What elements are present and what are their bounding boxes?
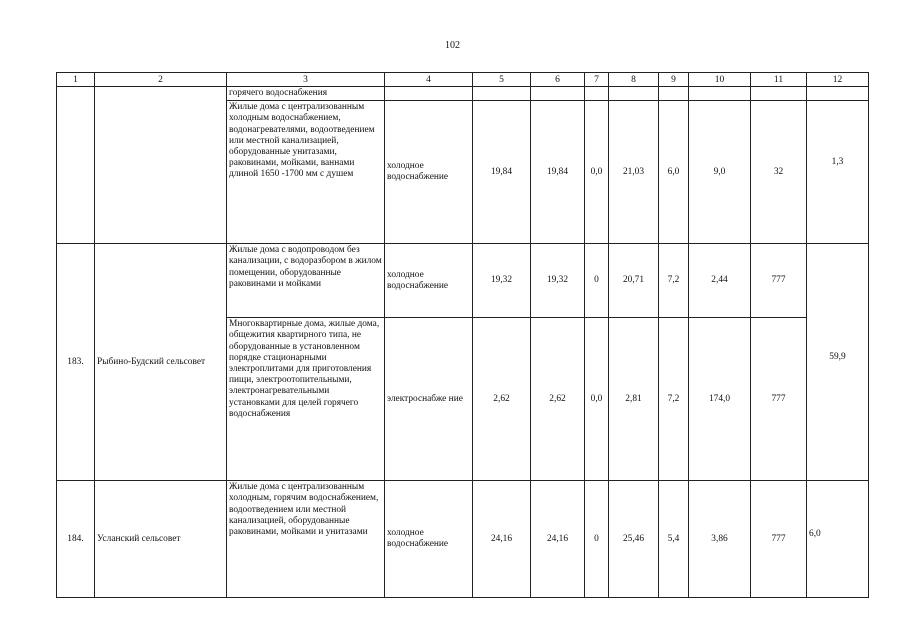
housing-description: горячего водоснабжения <box>227 87 385 101</box>
value-cell: 24,16 <box>473 481 531 598</box>
col-number-2: 2 <box>95 73 227 87</box>
col-number-5: 5 <box>473 73 531 87</box>
value-cell: 777 <box>751 318 807 481</box>
settlement-name: Рыбино-Будский сельсовет <box>95 244 227 481</box>
value-cell: 25,46 <box>609 481 659 598</box>
column-number-row <box>57 73 869 87</box>
row-number: 184. <box>57 481 95 598</box>
service-type: холодное водоснабжение <box>385 101 473 244</box>
service-type: холодное водоснабжение <box>385 244 473 318</box>
value-cell: 0,0 <box>585 101 609 244</box>
row-number-cell <box>57 87 95 244</box>
value-cell: 21,03 <box>609 101 659 244</box>
value-cell: 19,84 <box>473 101 531 244</box>
value-cell: 174,0 <box>689 318 751 481</box>
value-cell: 1,3 <box>807 101 869 244</box>
col-number-9: 9 <box>659 73 689 87</box>
col-number-11: 11 <box>751 73 807 87</box>
housing-description: Жилые дома с водопроводом без канализации, с водоразбором в жилом помещении, оборудованные раковинами и мойками <box>227 244 385 318</box>
value-cell: 9,0 <box>689 101 751 244</box>
value-cell: 19,84 <box>531 101 585 244</box>
table-row <box>57 87 869 101</box>
value-cell: 3,86 <box>689 481 751 598</box>
value-cell: 2,62 <box>531 318 585 481</box>
col-number-7: 7 <box>585 73 609 87</box>
col-number-6: 6 <box>531 73 585 87</box>
col-number-3: 3 <box>227 73 385 87</box>
value-cell: 24,16 <box>531 481 585 598</box>
value-cell: 6,0 <box>659 101 689 244</box>
value-cell: 6,0 <box>807 481 869 598</box>
value-cell: 777 <box>751 244 807 318</box>
value-cell: 777 <box>751 481 807 598</box>
value-cell: 19,32 <box>473 244 531 318</box>
value-cell: 32 <box>751 101 807 244</box>
col-number-12: 12 <box>807 73 869 87</box>
value-cell: 7,2 <box>659 318 689 481</box>
value-cell: 2,44 <box>689 244 751 318</box>
page-number: 102 <box>445 40 460 51</box>
col-number-4: 4 <box>385 73 473 87</box>
value-cell: 7,2 <box>659 244 689 318</box>
tariff-table <box>56 72 869 598</box>
value-cell: 2,81 <box>609 318 659 481</box>
value-cell: 59,9 <box>807 244 869 481</box>
housing-description: Многоквартирные дома, жилые дома, общежития квартирного типа, не оборудованные в установленном порядке стационарными электроплитами для приготовления пищи, электроотопительными, электронагревательными установками для целей горячего водоснабжения <box>227 318 385 481</box>
value-cell: 0 <box>585 244 609 318</box>
col-number-1: 1 <box>57 73 95 87</box>
settlement-cell <box>95 87 227 244</box>
value-cell: 0 <box>585 481 609 598</box>
value-cell: 2,62 <box>473 318 531 481</box>
col-number-8: 8 <box>609 73 659 87</box>
value-cell: 20,71 <box>609 244 659 318</box>
col-number-10: 10 <box>689 73 751 87</box>
service-type: электроснабже ние <box>385 318 473 481</box>
settlement-name: Усланский сельсовет <box>95 481 227 598</box>
housing-description: Жилые дома с централизованным холодным водоснабжением, водонагревателями, водоотведением или местной канализацией, оборудованные унитазами, раковинами, мойками, ваннами длиной 1650 -1700 мм с душем <box>227 101 385 244</box>
value-cell: 19,32 <box>531 244 585 318</box>
table-row <box>57 244 869 318</box>
housing-description: Жилые дома с централизованным холодным, горячим водоснабжением, водоотведением или местной канализацией, оборудованные раковинами, мойками и унитазами <box>227 481 385 598</box>
row-number: 183. <box>57 244 95 481</box>
value-cell: 0,0 <box>585 318 609 481</box>
value-cell: 5,4 <box>659 481 689 598</box>
service-type: холодное водоснабжение <box>385 481 473 598</box>
table-row <box>57 481 869 598</box>
